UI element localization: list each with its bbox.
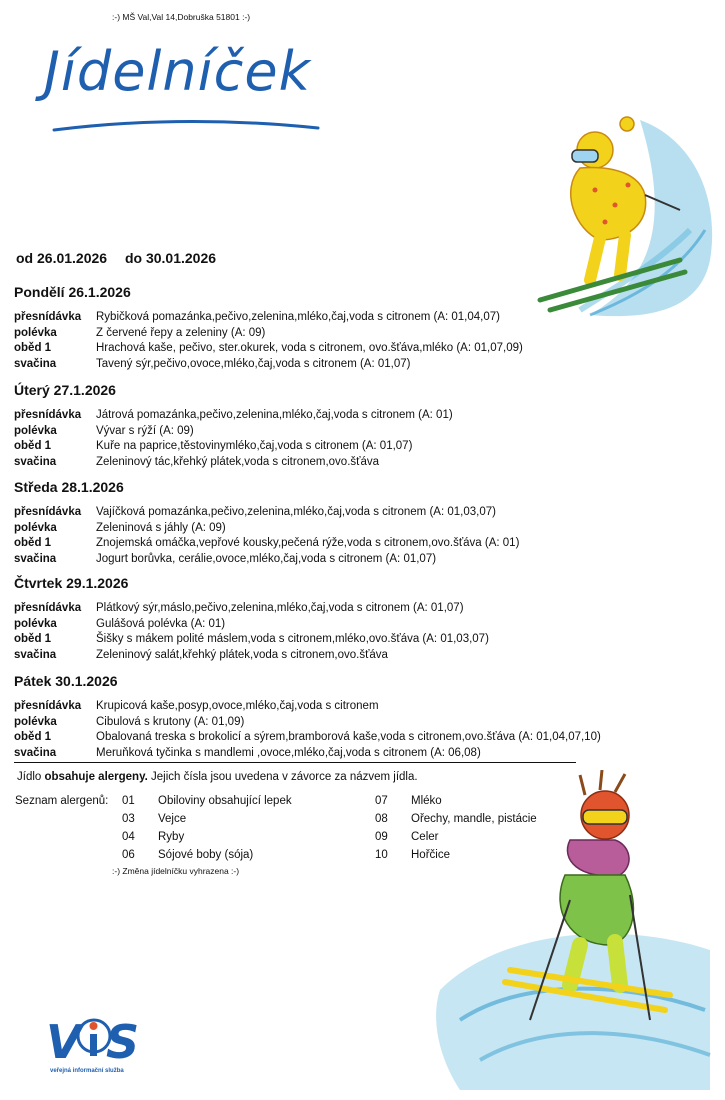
meal-row [14, 648, 574, 664]
meal-label: přesnídávka [14, 506, 82, 518]
day-title: Čtvrtek 29.1.2026 [14, 575, 129, 591]
allergen-number: 01 [122, 795, 135, 807]
allergen-number: 09 [375, 831, 388, 843]
allergen-note-bold: obsahuje alergeny. [44, 771, 148, 783]
svg-text:S: S [106, 1015, 140, 1068]
meal-row [14, 715, 574, 731]
allergen-name: Sójové boby (sója) [158, 849, 254, 861]
day-wednesday [14, 479, 574, 567]
title-underline [52, 112, 322, 134]
date-from: od 26.01.2026 [16, 250, 108, 266]
svg-text:V: V [46, 1015, 82, 1068]
meal-label: oběd 1 [14, 537, 52, 549]
meal-row [14, 408, 574, 424]
meal-row [14, 326, 574, 342]
meal-row [14, 505, 574, 521]
meal-label: polévka [14, 424, 57, 437]
skier-top-illustration [520, 110, 720, 320]
meal-text: Zeleninová s jáhly (A: 09) [96, 521, 226, 534]
meal-row [14, 699, 574, 715]
meal-text: Hrachová kaše, pečivo, ster.okurek, voda s citronem, ovo.šťáva,mléko (A: 01,07,09) [96, 342, 523, 354]
meal-label: přesnídávka [14, 602, 82, 614]
allergen-number: 04 [122, 831, 135, 843]
meal-row [14, 357, 574, 373]
allergen-note [17, 771, 418, 783]
allergen-name: Celer [411, 831, 439, 843]
meal-row [14, 746, 574, 762]
meal-text: Vývar s rýží (A: 09) [96, 424, 194, 437]
meal-text: Krupicová kaše,posyp,ovoce,mléko,čaj,voda s citronem [96, 700, 379, 712]
meal-row [14, 601, 574, 617]
meal-text: Z červené řepy a zeleniny (A: 09) [96, 326, 266, 339]
meal-row [14, 536, 574, 552]
allergen-name: Ořechy, mandle, pistácie [411, 813, 537, 825]
allergen-list-label: Seznam alergenů: [15, 795, 109, 807]
meal-label: oběd 1 [14, 633, 52, 645]
meal-label: přesnídávka [14, 409, 82, 421]
meal-text: Šišky s mákem polité máslem,voda s citronem,mléko,ovo.šťáva (A: 01,03,07) [96, 633, 489, 645]
meal-label: polévka [14, 617, 57, 630]
page-title: Jídelníček [44, 40, 311, 103]
vis-logo [44, 1010, 144, 1068]
meal-text: Plátkový sýr,máslo,pečivo,zelenina,mléko,čaj,voda s citronem (A: 01,07) [96, 602, 464, 614]
allergen-item [122, 831, 184, 843]
header-note: :-) MŠ Val,Val 14,Dobruška 51801 :-) [112, 12, 251, 22]
meal-text: Kuře na paprice,těstovinymléko,čaj,voda s citronem (A: 01,07) [96, 440, 413, 452]
allergen-item [122, 813, 186, 825]
allergen-number: 03 [122, 813, 135, 825]
meal-label: přesnídávka [14, 700, 82, 712]
meal-text: Gulášová polévka (A: 01) [96, 617, 226, 630]
meal-label: oběd 1 [14, 440, 52, 452]
meal-text: Rybičková pomazánka,pečivo,zelenina,mléko,čaj,voda s citronem (A: 01,04,07) [96, 311, 500, 323]
day-tuesday [14, 382, 574, 470]
section-divider [14, 762, 576, 763]
meal-row [14, 310, 574, 326]
logo-subtitle: veřejná informační služba [50, 1068, 124, 1074]
meal-label: svačina [14, 746, 57, 759]
meal-text: Meruňková tyčinka s mandlemi ,ovoce,mléko,čaj,voda s citronem (A: 06,08) [96, 746, 481, 759]
meal-text: Tavený sýr,pečivo,ovoce,mléko,čaj,voda s citronem (A: 01,07) [96, 357, 411, 370]
allergen-name: Mléko [411, 795, 442, 807]
day-friday [14, 673, 601, 761]
meal-text: Jogurt borůvka, cerálie,ovoce,mléko,čaj,voda s citronem (A: 01,07) [96, 552, 437, 565]
meal-text: Vajíčková pomazánka,pečivo,zelenina,mléko,čaj,voda s citronem (A: 01,03,07) [96, 506, 496, 518]
meal-row [14, 341, 574, 357]
meal-text: Znojemská omáčka,vepřové kousky,pečená rýže,voda s citronem,ovo.šťáva (A: 01) [96, 537, 520, 549]
allergen-item [122, 795, 292, 807]
allergen-number: 07 [375, 795, 388, 807]
meal-label: polévka [14, 715, 57, 728]
meal-label: oběd 1 [14, 731, 52, 743]
meal-row [14, 455, 574, 471]
meal-label: oběd 1 [14, 342, 52, 354]
meal-text: Obalovaná treska s brokolicí a sýrem,bramborová kaše,voda s citronem,ovo.šťáva (A: 01,04,07,10) [96, 731, 601, 743]
meal-text: Zeleninový salát,křehký plátek,voda s citronem,ovo.šťáva [96, 648, 388, 661]
meal-row [14, 521, 574, 537]
meal-row [14, 424, 574, 440]
meal-label: polévka [14, 521, 57, 534]
day-title: Středa 28.1.2026 [14, 479, 124, 495]
meal-row [14, 632, 574, 648]
allergen-name: Vejce [158, 813, 187, 825]
meal-row [14, 439, 574, 455]
meal-text: Zeleninový tác,křehký plátek,voda s citronem,ovo.šťáva [96, 455, 380, 468]
meal-text: Játrová pomazánka,pečivo,zelenina,mléko,čaj,voda s citronem (A: 01) [96, 409, 453, 421]
allergen-name: Ryby [158, 831, 185, 843]
meal-label: svačina [14, 455, 57, 468]
allergen-number: 10 [375, 849, 388, 861]
allergen-number: 06 [122, 849, 135, 861]
day-title: Úterý 27.1.2026 [14, 382, 116, 398]
meal-text: Cibulová s krutony (A: 01,09) [96, 715, 245, 728]
day-title: Pondělí 26.1.2026 [14, 284, 131, 300]
meal-label: polévka [14, 326, 57, 339]
day-thursday [14, 575, 574, 663]
meal-label: svačina [14, 648, 57, 661]
change-note: :-) Změna jídelníčku vyhrazena :-) [112, 866, 240, 876]
allergen-name: Hořčice [411, 849, 450, 861]
allergen-number: 08 [375, 813, 388, 825]
date-to: do 30.01.2026 [124, 250, 217, 266]
skier-bottom-illustration [420, 770, 720, 1090]
allergen-note-prefix: Jídlo [17, 771, 45, 783]
meal-row [14, 730, 601, 746]
day-monday [14, 284, 574, 372]
meal-label: svačina [14, 357, 57, 370]
allergen-item [122, 849, 253, 861]
allergen-note-suffix: Jejich čísla jsou uvedena v závorce za názvem jídla. [147, 771, 418, 783]
meal-row [14, 617, 574, 633]
meal-row [14, 552, 574, 568]
date-range [16, 250, 230, 266]
day-title: Pátek 30.1.2026 [14, 673, 118, 689]
meal-label: svačina [14, 552, 57, 565]
allergen-name: Obiloviny obsahující lepek [158, 795, 292, 807]
meal-label: přesnídávka [14, 311, 82, 323]
